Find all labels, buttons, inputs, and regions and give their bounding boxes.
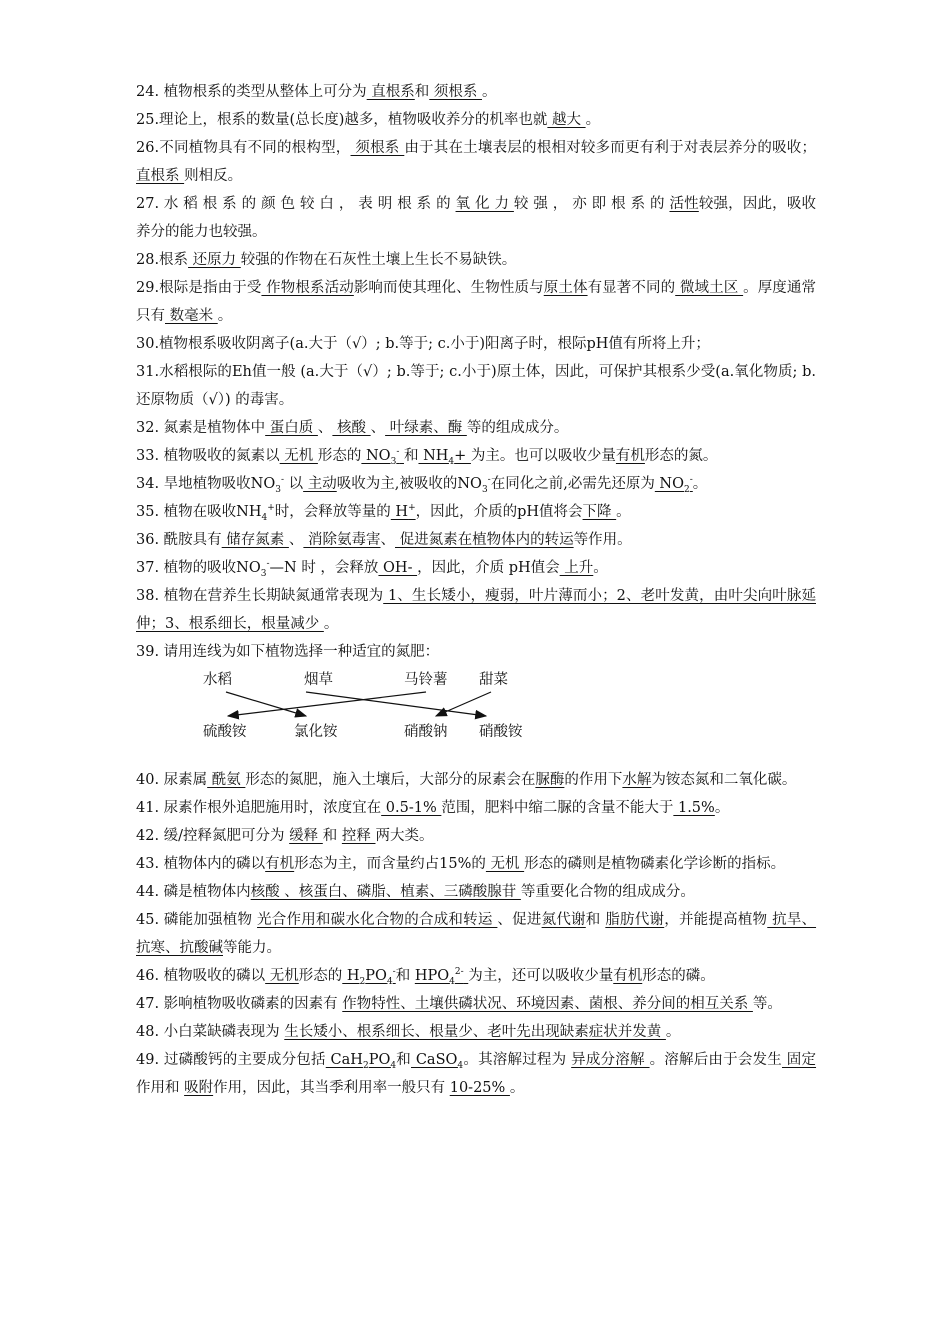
answer: $CaH_2PO_4$ xyxy=(325,1052,397,1071)
question-28: 28.根系 还原力 较强的作物在石灰性土壤上生长不易缺铁。 xyxy=(136,252,517,268)
answer: 有机 xyxy=(265,856,295,872)
answer: 下降 xyxy=(582,504,617,520)
plant-tobacco: 烟草 xyxy=(304,672,333,688)
question-24: 24. 植物根系的类型从整体上可分为 直根系和 须根系 。 xyxy=(136,84,497,100)
answer: 脂肪代谢 xyxy=(605,912,665,928)
answer: 消除氨毒害 xyxy=(303,532,381,548)
answer: 氧 化 力 xyxy=(455,196,514,212)
question-26: 26.不同植物具有不同的根构型， 须根系 由于其在土壤表层的根相对较多而更有利于对表层养分的吸收； 直根系 则相反。 xyxy=(136,140,817,184)
question-37: 37. 植物的吸收$NO_3^-—N$ 时 ，会释放 OH- ，因此，介质 pH值会 上升。 xyxy=(136,559,608,579)
answer: 原土体 xyxy=(543,280,588,296)
answer: 作物特性、土壤供磷状况、环境因素、菌根、养分间的相互关系 xyxy=(342,996,753,1012)
answer: 生长矮小、根系细长、根量少、老叶先出现缺素症状并发黄 xyxy=(284,1024,666,1040)
plant-beet: 甜菜 xyxy=(479,672,508,688)
answer: 直根系 xyxy=(136,168,185,184)
question-43: 43. 植物体内的磷以有机形态为主，而含量约占15%的 无机 形态的磷则是植物磷素化学诊断的指标。 xyxy=(136,856,786,872)
answer: 水解 xyxy=(622,772,652,788)
answer: 1、生长矮小，瘦弱，叶片薄而小；2、老叶发黄，由叶尖向叶脉延伸；3、根系细长，根量减少 xyxy=(136,588,816,632)
fertilizer-sodium-nitrate: 硝酸钠 xyxy=(404,724,448,740)
answer: $NH_4+$ xyxy=(418,448,471,467)
question-44: 44. 磷是植物体内核酸 、核蛋白、磷脂、植素、三磷酸腺苷 等重要化合物的组成成分。 xyxy=(136,884,695,900)
fertilizer-ammonium-chloride: 氯化铵 xyxy=(294,724,338,740)
question-27: 27. 水 稻 根 系 的 颜 色 较 白 ， 表 明 根 系 的 氧 化 力 较 强 ， 亦 即 根 系 的 活性较强，因此，吸收养分的能力也较强。 xyxy=(136,196,816,240)
question-46: 46. 植物吸收的磷以 无机形态的 $H_2PO_4^-$和 $HPO_4^{2-}$ 为主，还可以吸收少量有机形态的磷。 xyxy=(136,967,715,987)
question-32: 32. 氮素是植物体中 蛋白质 、 核酸 、 叶绿素、酶 等的组成成分。 xyxy=(136,420,569,436)
answer: $NO_3^-$ xyxy=(361,447,400,467)
answer: 微域土区 xyxy=(675,280,744,296)
answer: 1.5% xyxy=(673,800,715,816)
answer: 主动 xyxy=(303,476,337,492)
answer: 有机 xyxy=(615,448,645,464)
answer: $HPO_4^{2-}$ xyxy=(414,967,464,987)
answer: 无机 xyxy=(265,968,299,984)
answer: 蛋白质 xyxy=(265,420,318,436)
link-rice-ammonium-chloride xyxy=(226,692,306,716)
answer: H+ xyxy=(390,503,416,520)
question-40: 40. 尿素属 酰氨 形态的氮肥，施入土壤后，大部分的尿素会在脲酶的作用下水解为铵态氮和二氧化碳。 xyxy=(136,772,797,788)
answer: 控释 xyxy=(341,828,376,844)
answer: 须根系 xyxy=(350,140,405,156)
answer: 无机 xyxy=(485,856,525,872)
question-47: 47. 影响植物吸收磷素的因素有 作物特性、土壤供磷状况、环境因素、菌根、养分间的相互关系 等。 xyxy=(136,996,782,1012)
answer: 储存氮素 xyxy=(221,532,289,548)
fertilizer-ammonium-nitrate: 硝酸铵 xyxy=(479,724,523,740)
question-33: 33. 植物吸收的氮素以 无机 形态的 $NO_3^-$ 和 $NH_4+$ 为主。也可以吸收少量有机形态的氮。 xyxy=(136,447,718,467)
question-45: 45. 磷能加强植物 光合作用和碳水化合物的合成和转运 、促进氮代谢和 脂肪代谢，并能提高植物 抗旱、抗寒、抗酸碱等能力。 xyxy=(136,912,817,956)
answer: 直根系 xyxy=(366,84,415,100)
document-page xyxy=(136,78,816,1102)
fertilizer-ammonium-sulfate: 硫酸铵 xyxy=(203,724,247,740)
answer: 吸附 xyxy=(184,1080,214,1096)
question-29: 29.根际是指由于受 作物根系活动影响而使其理化、生物性质与原土体有显著不同的 微域土区 。厚度通常只有 数毫米 。 xyxy=(136,280,817,324)
answer: 作物根系活动 xyxy=(261,280,354,296)
answer: 无机 xyxy=(279,448,318,464)
answer: 活性 xyxy=(669,196,699,212)
answer: 数毫米 xyxy=(165,308,218,324)
answer: 固定 xyxy=(781,1052,817,1068)
plant-potato: 马铃薯 xyxy=(404,672,448,688)
answer: 核酸 、核蛋白、磷脂、植素、三磷酸腺苷 xyxy=(250,884,521,900)
answer: 氮代谢 xyxy=(541,912,586,928)
question-30: 30.植物根系吸收阴离子(a.大于（√）; b.等于; c.小于)阳离子时，根际pH值有所将上升； xyxy=(136,336,710,352)
question-49: 49. 过磷酸钙的主要成分包括 $CaH_2PO_4$和 CaSO$_4$。其溶解过程为 异成分溶解 。溶解后由于会发生 固定 作用和 吸附作用，因此，其当季利用率一般只有 10-25% 。 xyxy=(136,1052,817,1096)
answer: 还原力 xyxy=(188,252,241,268)
answer: CaSO$_4$ xyxy=(411,1052,464,1071)
answer: 酰氨 xyxy=(207,772,246,788)
question-41: 41. 尿素作根外追肥施用时，浓度宜在 0.5-1% 范围，肥料中缩二脲的含量不能大于 1.5%。 xyxy=(136,800,730,816)
answer: $H_2PO_4^-$ xyxy=(342,967,396,987)
answer: 光合作用和碳水化合物的合成和转运 xyxy=(257,912,498,928)
answer: OH- xyxy=(378,560,418,576)
question-25: 25.理论上，根系的数量(总长度)越多，植物吸收养分的机率也就 越大 。 xyxy=(136,112,601,128)
answer: 须根系 xyxy=(429,84,482,100)
answer: 核酸 xyxy=(332,420,371,436)
plant-rice: 水稻 xyxy=(203,672,232,688)
question-34: 34. 旱地植物吸收$NO_3^-$ 以 主动吸收为主,被吸收的$NO_3^-$在同化之前,必需先还原为 $NO_2^-$。 xyxy=(136,475,708,495)
question-48: 48. 小白菜缺磷表现为 生长矮小、根系细长、根量少、老叶先出现缺素症状并发黄 。 xyxy=(136,1024,681,1040)
question-31: 31.水稻根际的Eh值一般 (a.大于（√）; b.等于; c.小于)原土体，因此，可保护其根系少受(a.氧化物质; b.还原物质（√）) 的毒害。 xyxy=(136,364,816,408)
question-36: 36. 酰胺具有 储存氮素 、 消除氨毒害、 促进氮素在植物体内的转运等作用。 xyxy=(136,532,632,548)
question-35: 35. 植物在吸收$NH_4^+$时，会释放等量的 H+，因此，介质的pH值将会下降 。 xyxy=(136,503,631,523)
answer: 异成分溶解 xyxy=(571,1052,650,1068)
question-39: 39. 请用连线为如下植物选择一种适宜的氮肥： xyxy=(136,644,440,660)
answer: 抗旱、抗寒、抗酸碱 xyxy=(136,912,817,956)
answer: 越大 xyxy=(547,112,586,128)
answer: 有机 xyxy=(613,968,643,984)
answer: 0.5-1% xyxy=(381,800,442,816)
answer: 促进氮素在植物体内的转运 xyxy=(395,532,574,548)
answer: 脲酶 xyxy=(535,772,565,788)
answer: 叶绿素、酶 xyxy=(385,420,467,436)
matching-diagram xyxy=(136,666,816,766)
question-42: 42. 缓/控释氮肥可分为 缓释 和 控释 两大类。 xyxy=(136,828,434,844)
question-38: 38. 植物在营养生长期缺氮通常表现为 1、生长矮小，瘦弱，叶片薄而小；2、老叶发黄，由叶尖向叶脉延伸；3、根系细长，根量减少 。 xyxy=(136,588,816,632)
answer: $NO_2^-$ xyxy=(654,475,693,495)
answer: 10-25% xyxy=(449,1080,510,1096)
answer: 上升 xyxy=(559,560,594,576)
answer: 缓释 xyxy=(289,828,323,844)
